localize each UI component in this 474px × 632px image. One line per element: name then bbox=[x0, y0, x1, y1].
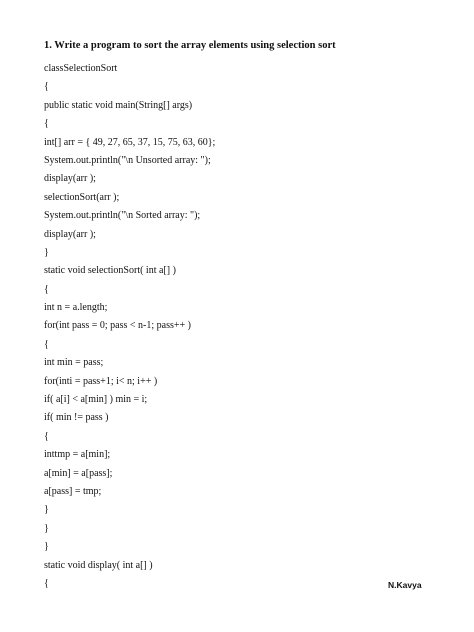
code-line: } bbox=[44, 541, 49, 553]
code-line: { bbox=[44, 338, 49, 350]
code-line: { bbox=[44, 81, 49, 93]
code-line: System.out.println("\n Unsorted array: "); bbox=[44, 154, 211, 166]
code-line: } bbox=[44, 246, 49, 258]
code-line: for(int pass = 0; pass < n-1; pass++ ) bbox=[44, 320, 191, 332]
code-line: static void selectionSort( int a[] ) bbox=[44, 265, 176, 277]
footer-author: N.Kavya bbox=[388, 580, 422, 590]
code-line: if( a[i] < a[min] ) min = i; bbox=[44, 394, 148, 406]
code-line: int min = pass; bbox=[44, 357, 104, 369]
code-line: display(arr ); bbox=[44, 173, 96, 185]
page-title: 1. Write a program to sort the array elements using selection sort bbox=[44, 40, 336, 51]
code-line: inttmp = a[min]; bbox=[44, 449, 111, 461]
code-line: a[pass] = tmp; bbox=[44, 485, 102, 497]
code-line: int n = a.length; bbox=[44, 302, 108, 314]
code-line: if( min != pass ) bbox=[44, 412, 109, 424]
code-line: a[min] = a[pass]; bbox=[44, 467, 113, 479]
code-line: { bbox=[44, 283, 49, 295]
code-line: { bbox=[44, 577, 49, 589]
code-line: public static void main(String[] args) bbox=[44, 99, 193, 111]
code-line: selectionSort(arr ); bbox=[44, 191, 120, 203]
code-line: for(inti = pass+1; i< n; i++ ) bbox=[44, 375, 158, 387]
code-line: classSelectionSort bbox=[44, 63, 118, 74]
code-line: static void display( int a[] ) bbox=[44, 559, 153, 571]
code-listing bbox=[44, 62, 215, 595]
code-line: System.out.println("\n Sorted array: "); bbox=[44, 210, 201, 222]
code-line: } bbox=[44, 504, 49, 516]
code-line: { bbox=[44, 118, 49, 130]
code-line: int[] arr = { 49, 27, 65, 37, 15, 75, 63, 60}; bbox=[44, 136, 216, 148]
code-line: { bbox=[44, 430, 49, 442]
code-line: } bbox=[44, 522, 49, 534]
code-line: display(arr ); bbox=[44, 228, 96, 240]
